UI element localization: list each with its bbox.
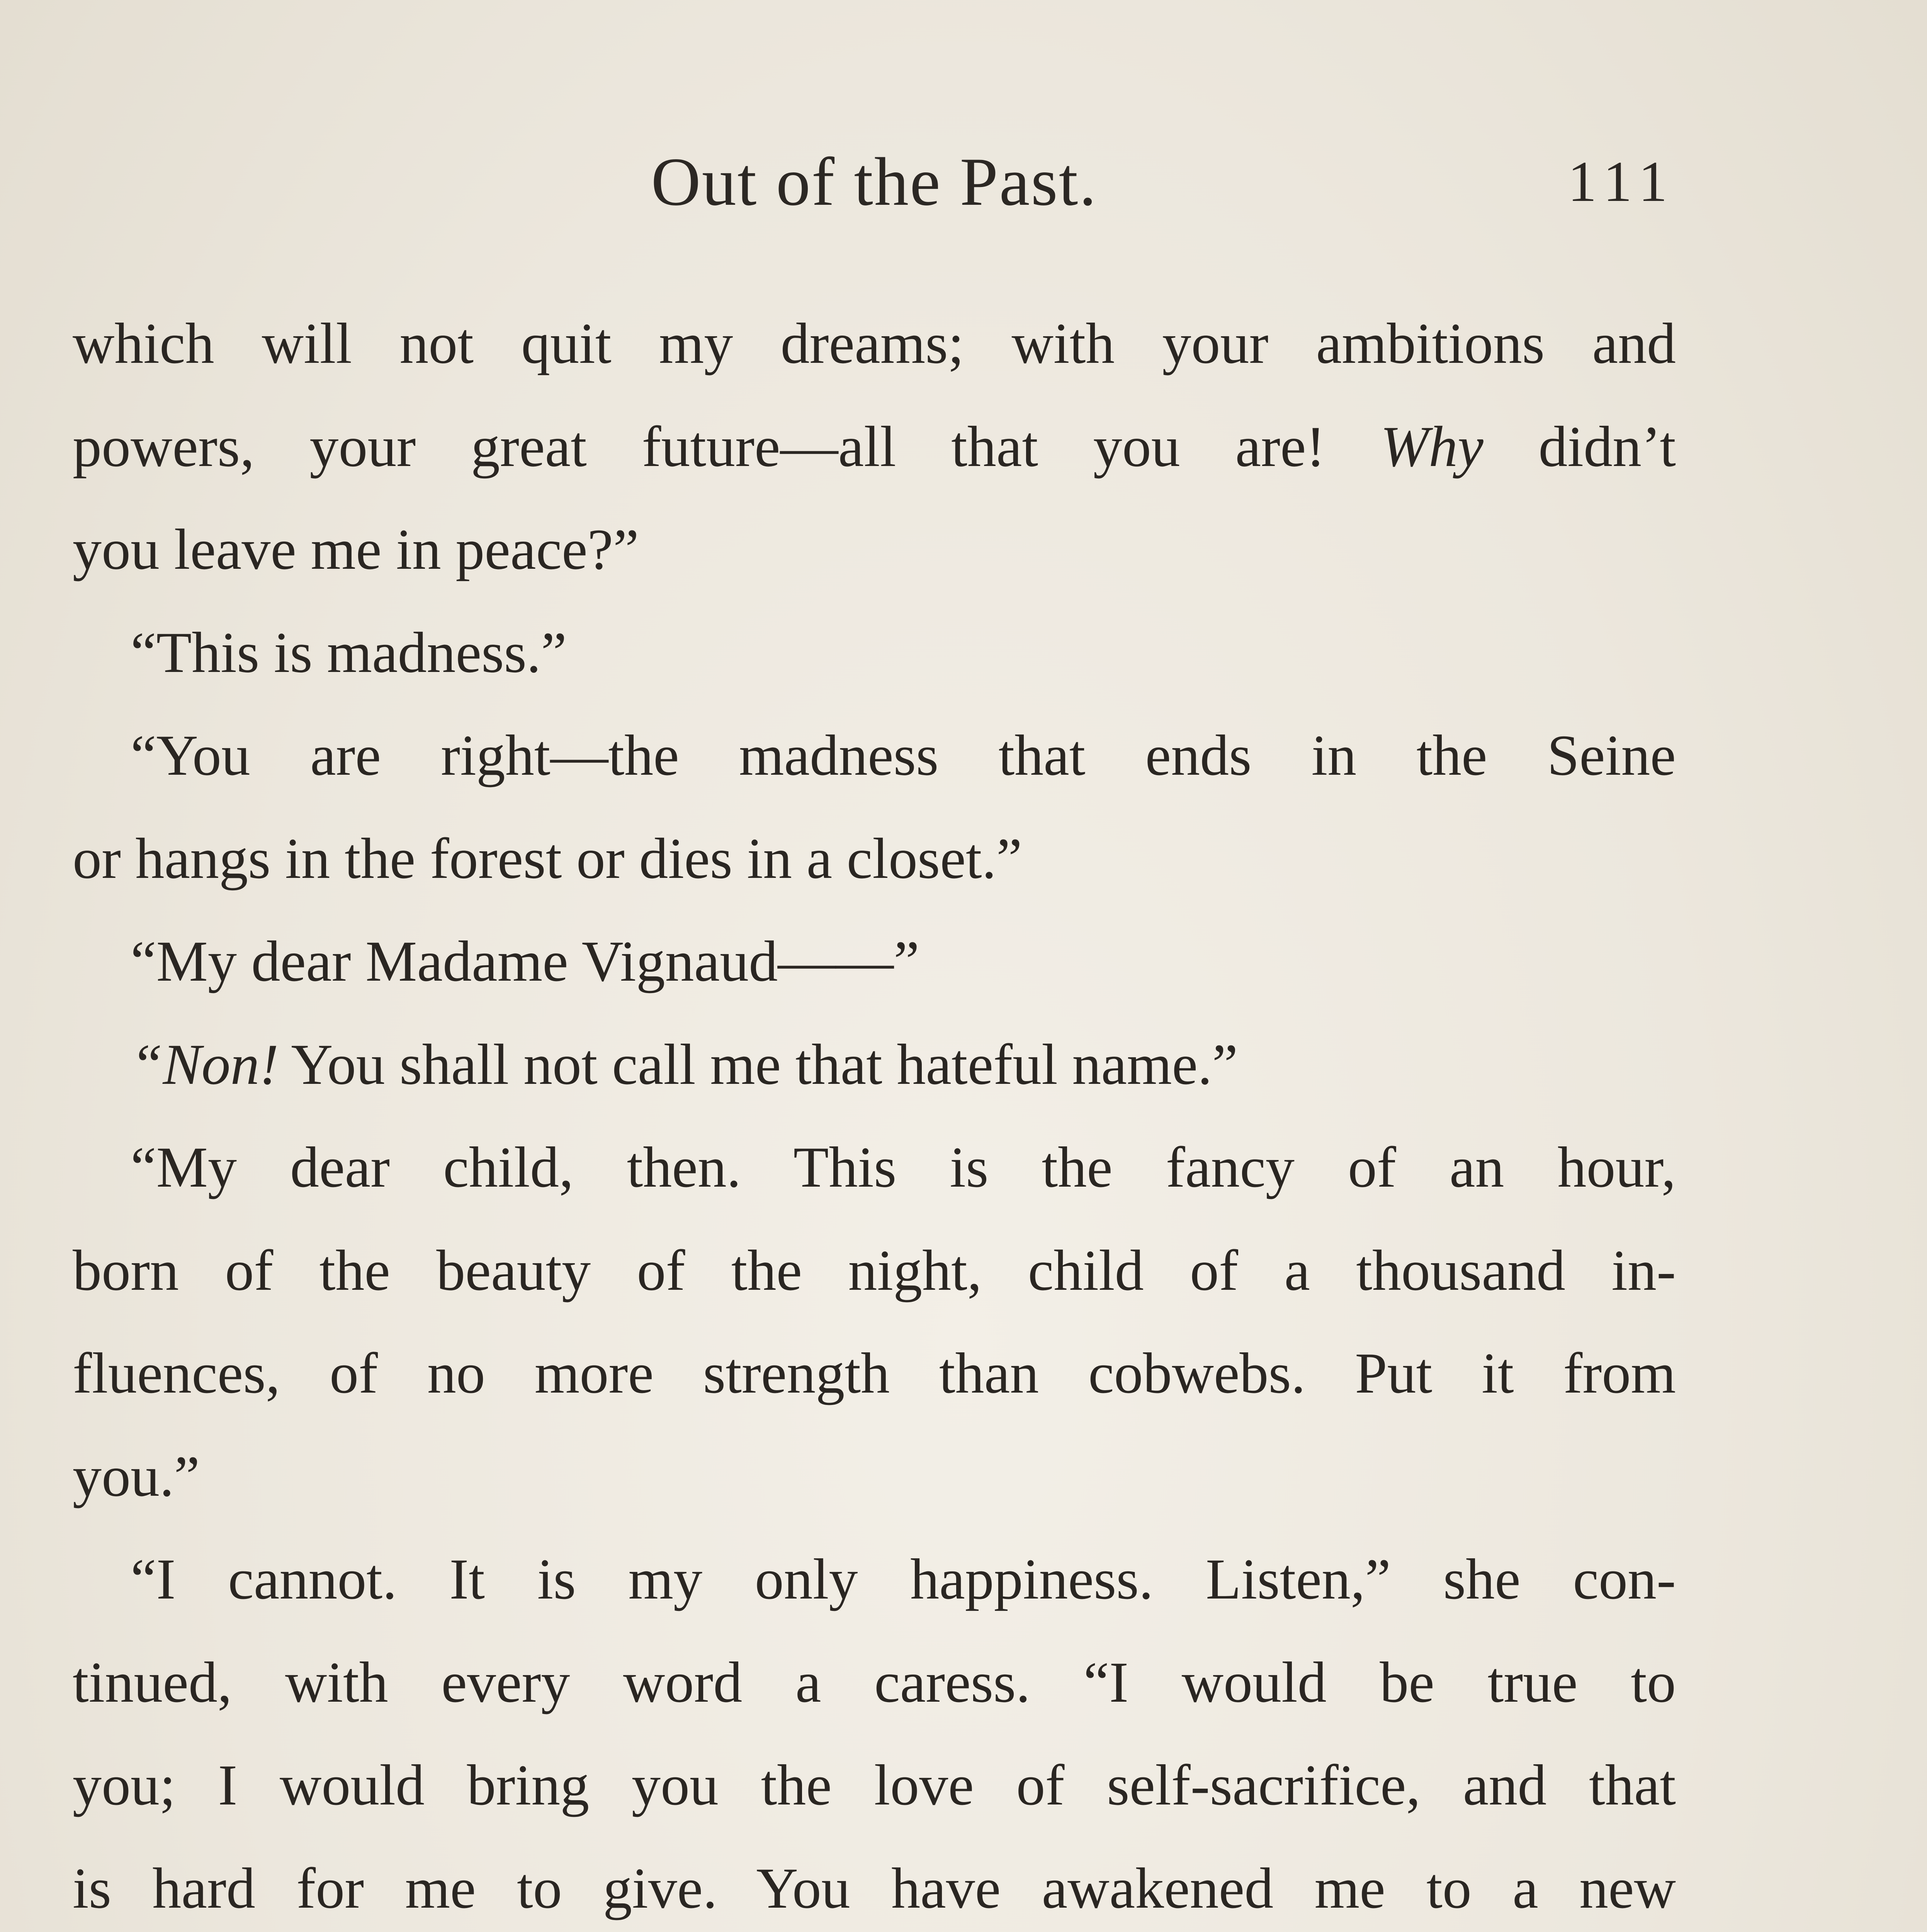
emphasis-non: “Non! — [131, 1032, 279, 1097]
text-line: “My dear Madame Vignaud——” — [131, 929, 919, 993]
text-line: you leave me in peace?” — [73, 517, 639, 582]
text-line: “You are right—the madness that ends in the Seine — [131, 723, 1676, 787]
body-text — [73, 292, 1676, 1932]
text-line: “I cannot. It is my only happiness. Listen,” she con- — [131, 1547, 1676, 1611]
text-line: fluences, of no more strength than cobwebs. Put it from — [73, 1341, 1676, 1405]
text-line: tinued, with every word a caress. “I would be true to — [73, 1650, 1676, 1714]
text-line: is hard for me to give. You have awakened me to a new — [73, 1856, 1676, 1920]
text-line: which will not quit my dreams; with your ambitions and — [73, 311, 1676, 376]
text-line: you; I would bring you the love of self-sacrifice, and that — [73, 1753, 1676, 1817]
text-line: powers, your great future—all that you are! Why didn’t — [73, 414, 1676, 479]
running-head — [73, 131, 1676, 232]
emphasis-why: Why — [1380, 414, 1483, 479]
text-line: “This is madness.” — [131, 620, 567, 685]
running-title: Out of the Past. — [651, 143, 1098, 220]
text-line: you.” — [73, 1444, 200, 1509]
text-line: “My dear child, then. This is the fancy of an hour, — [131, 1135, 1676, 1199]
text-line: born of the beauty of the night, child of a thousand in- — [73, 1238, 1676, 1303]
text-line: or hangs in the forest or dies in a closet.” — [73, 826, 1022, 891]
text-line: “Non! You shall not call me that hateful name.” — [131, 1032, 1238, 1097]
page-number: 111 — [1568, 150, 1676, 214]
